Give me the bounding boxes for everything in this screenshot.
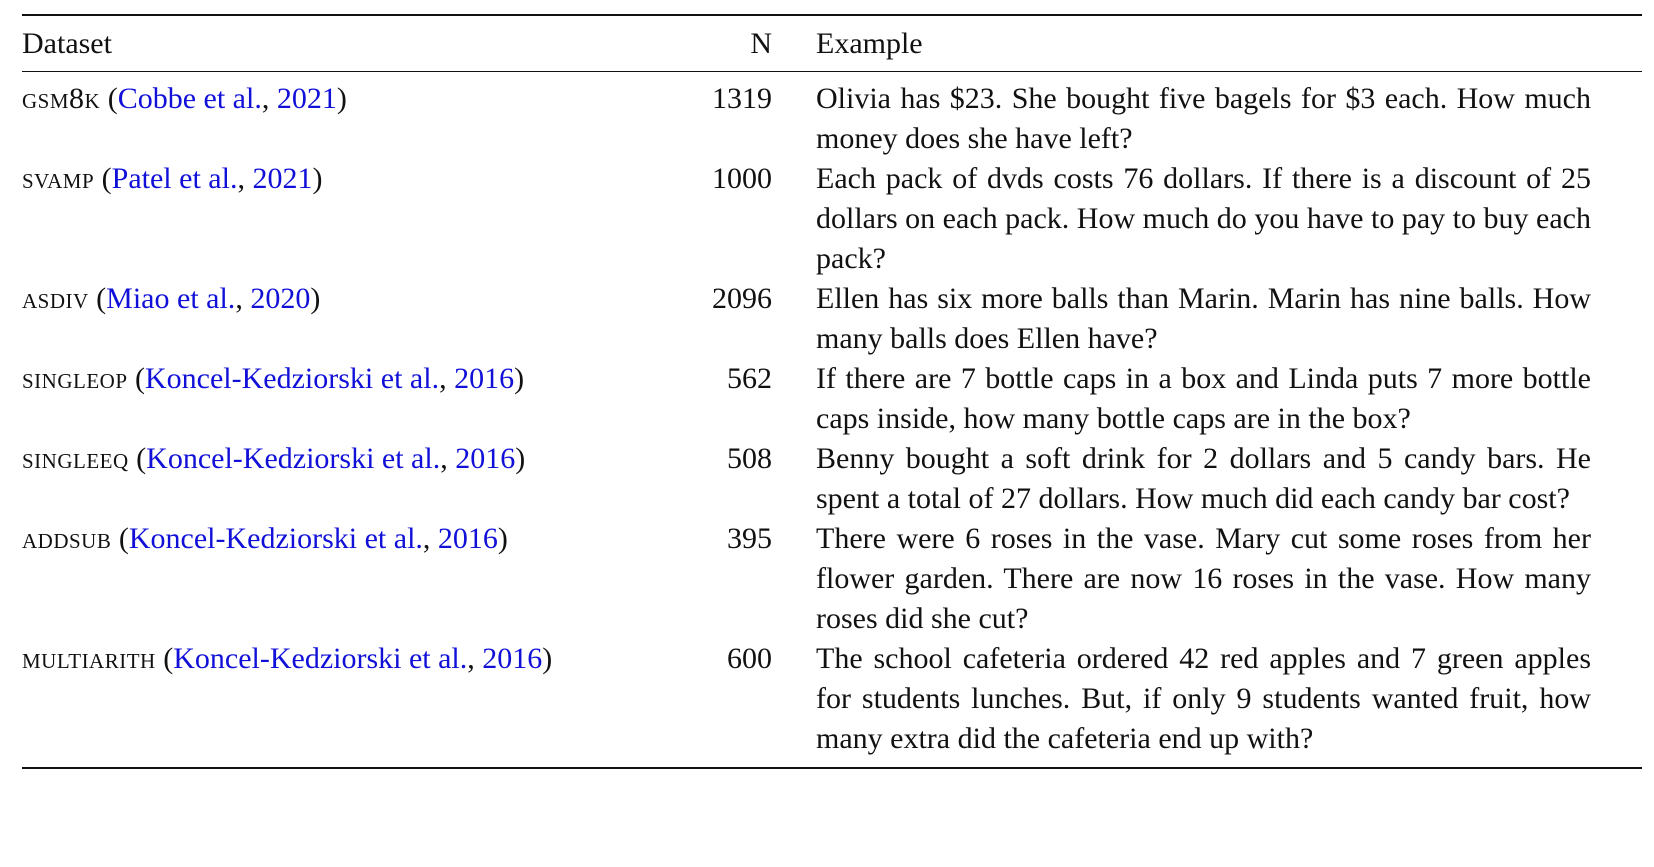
table-row xyxy=(22,79,1642,159)
example-cell: Olivia has $23. She bought five bagels for $3 each. How much money does she have left? xyxy=(816,82,1591,155)
citation-authors-link[interactable]: Miao et al. xyxy=(106,282,236,315)
cite-comma: , xyxy=(261,82,277,115)
dataset-name: multiarith xyxy=(22,642,156,675)
example-cell: Each pack of dvds costs 76 dollars. If there is a discount of 25 dollars on each pack. How much do you have to pay to buy each pack? xyxy=(816,162,1591,275)
cite-open-paren: ( xyxy=(163,642,174,675)
citation-year-link[interactable]: 2016 xyxy=(482,642,543,675)
dataset-cell xyxy=(22,639,662,679)
dataset-name: singleop xyxy=(22,362,128,395)
dataset-cell xyxy=(22,519,662,559)
cite-close-paren: ) xyxy=(542,642,553,675)
cite-close-paren: ) xyxy=(312,162,323,195)
table-row xyxy=(22,279,1642,359)
cite-comma: , xyxy=(440,442,456,475)
citation-year-link[interactable]: 2021 xyxy=(252,162,313,195)
cite-open-paren: ( xyxy=(107,82,118,115)
n-cell: 2096 xyxy=(712,282,772,315)
dataset-cell xyxy=(22,79,662,119)
table-header-row xyxy=(22,16,1642,71)
header-n: N xyxy=(750,26,772,60)
n-cell: 1000 xyxy=(712,162,772,195)
example-cell: Ellen has six more balls than Marin. Marin has nine balls. How many balls does Ellen have? xyxy=(816,282,1591,355)
cite-open-paren: ( xyxy=(118,522,129,555)
header-example: Example xyxy=(816,26,923,60)
citation-year-link[interactable]: 2016 xyxy=(437,522,498,555)
citation-year-link[interactable]: 2021 xyxy=(276,82,337,115)
example-cell: The school cafeteria ordered 42 red apples and 7 green apples for students lunches. But, if only 9 students wanted fruit, how many extra did the cafeteria end up with? xyxy=(816,642,1591,755)
dataset-name: svamp xyxy=(22,162,95,195)
citation-authors-link[interactable]: Cobbe et al. xyxy=(117,82,262,115)
cite-open-paren: ( xyxy=(96,282,107,315)
example-cell: Benny bought a soft drink for 2 dollars and 5 candy bars. He spent a total of 27 dollars. How much did each candy bar cost? xyxy=(816,442,1591,515)
header-dataset: Dataset xyxy=(22,26,112,60)
cite-open-paren: ( xyxy=(135,362,146,395)
citation-authors-link[interactable]: Koncel-Kedziorski et al. xyxy=(173,642,468,675)
cite-comma: , xyxy=(439,362,455,395)
table-row xyxy=(22,359,1642,439)
dataset-name: gsm8k xyxy=(22,82,101,115)
n-cell: 600 xyxy=(727,642,772,675)
citation-authors-link[interactable]: Koncel-Kedziorski et al. xyxy=(128,522,423,555)
cite-close-paren: ) xyxy=(515,442,526,475)
cite-close-paren: ) xyxy=(497,522,508,555)
cite-comma: , xyxy=(237,162,253,195)
cite-close-paren: ) xyxy=(336,82,347,115)
example-cell: If there are 7 bottle caps in a box and Linda puts 7 more bottle caps inside, how many bottle caps are in the box? xyxy=(816,362,1591,435)
dataset-name: addsub xyxy=(22,522,112,555)
cite-open-paren: ( xyxy=(136,442,147,475)
citation-year-link[interactable]: 2020 xyxy=(250,282,311,315)
n-cell: 1319 xyxy=(712,82,772,115)
table-row xyxy=(22,439,1642,519)
table-row xyxy=(22,639,1642,759)
example-cell: There were 6 roses in the vase. Mary cut some roses from her flower garden. There are now 16 roses in the vase. How many roses did she cut? xyxy=(816,522,1591,635)
citation-authors-link[interactable]: Koncel-Kedziorski et al. xyxy=(145,362,440,395)
table-body xyxy=(22,72,1642,767)
cite-comma: , xyxy=(467,642,483,675)
table-row xyxy=(22,159,1642,279)
cite-close-paren: ) xyxy=(310,282,321,315)
citation-authors-link[interactable]: Patel et al. xyxy=(111,162,238,195)
citation-year-link[interactable]: 2016 xyxy=(454,362,515,395)
table-row xyxy=(22,519,1642,639)
dataset-table xyxy=(22,14,1642,769)
cite-comma: , xyxy=(422,522,438,555)
n-cell: 562 xyxy=(727,362,772,395)
n-cell: 508 xyxy=(727,442,772,475)
citation-authors-link[interactable]: Koncel-Kedziorski et al. xyxy=(146,442,441,475)
n-cell: 395 xyxy=(727,522,772,555)
dataset-cell xyxy=(22,159,662,199)
citation-year-link[interactable]: 2016 xyxy=(455,442,516,475)
dataset-cell xyxy=(22,279,662,319)
dataset-name: asdiv xyxy=(22,282,89,315)
cite-comma: , xyxy=(235,282,251,315)
table-bottom-rule xyxy=(22,767,1642,769)
cite-close-paren: ) xyxy=(514,362,525,395)
dataset-cell xyxy=(22,439,662,479)
cite-open-paren: ( xyxy=(101,162,112,195)
dataset-cell xyxy=(22,359,662,399)
dataset-name: singleeq xyxy=(22,442,129,475)
